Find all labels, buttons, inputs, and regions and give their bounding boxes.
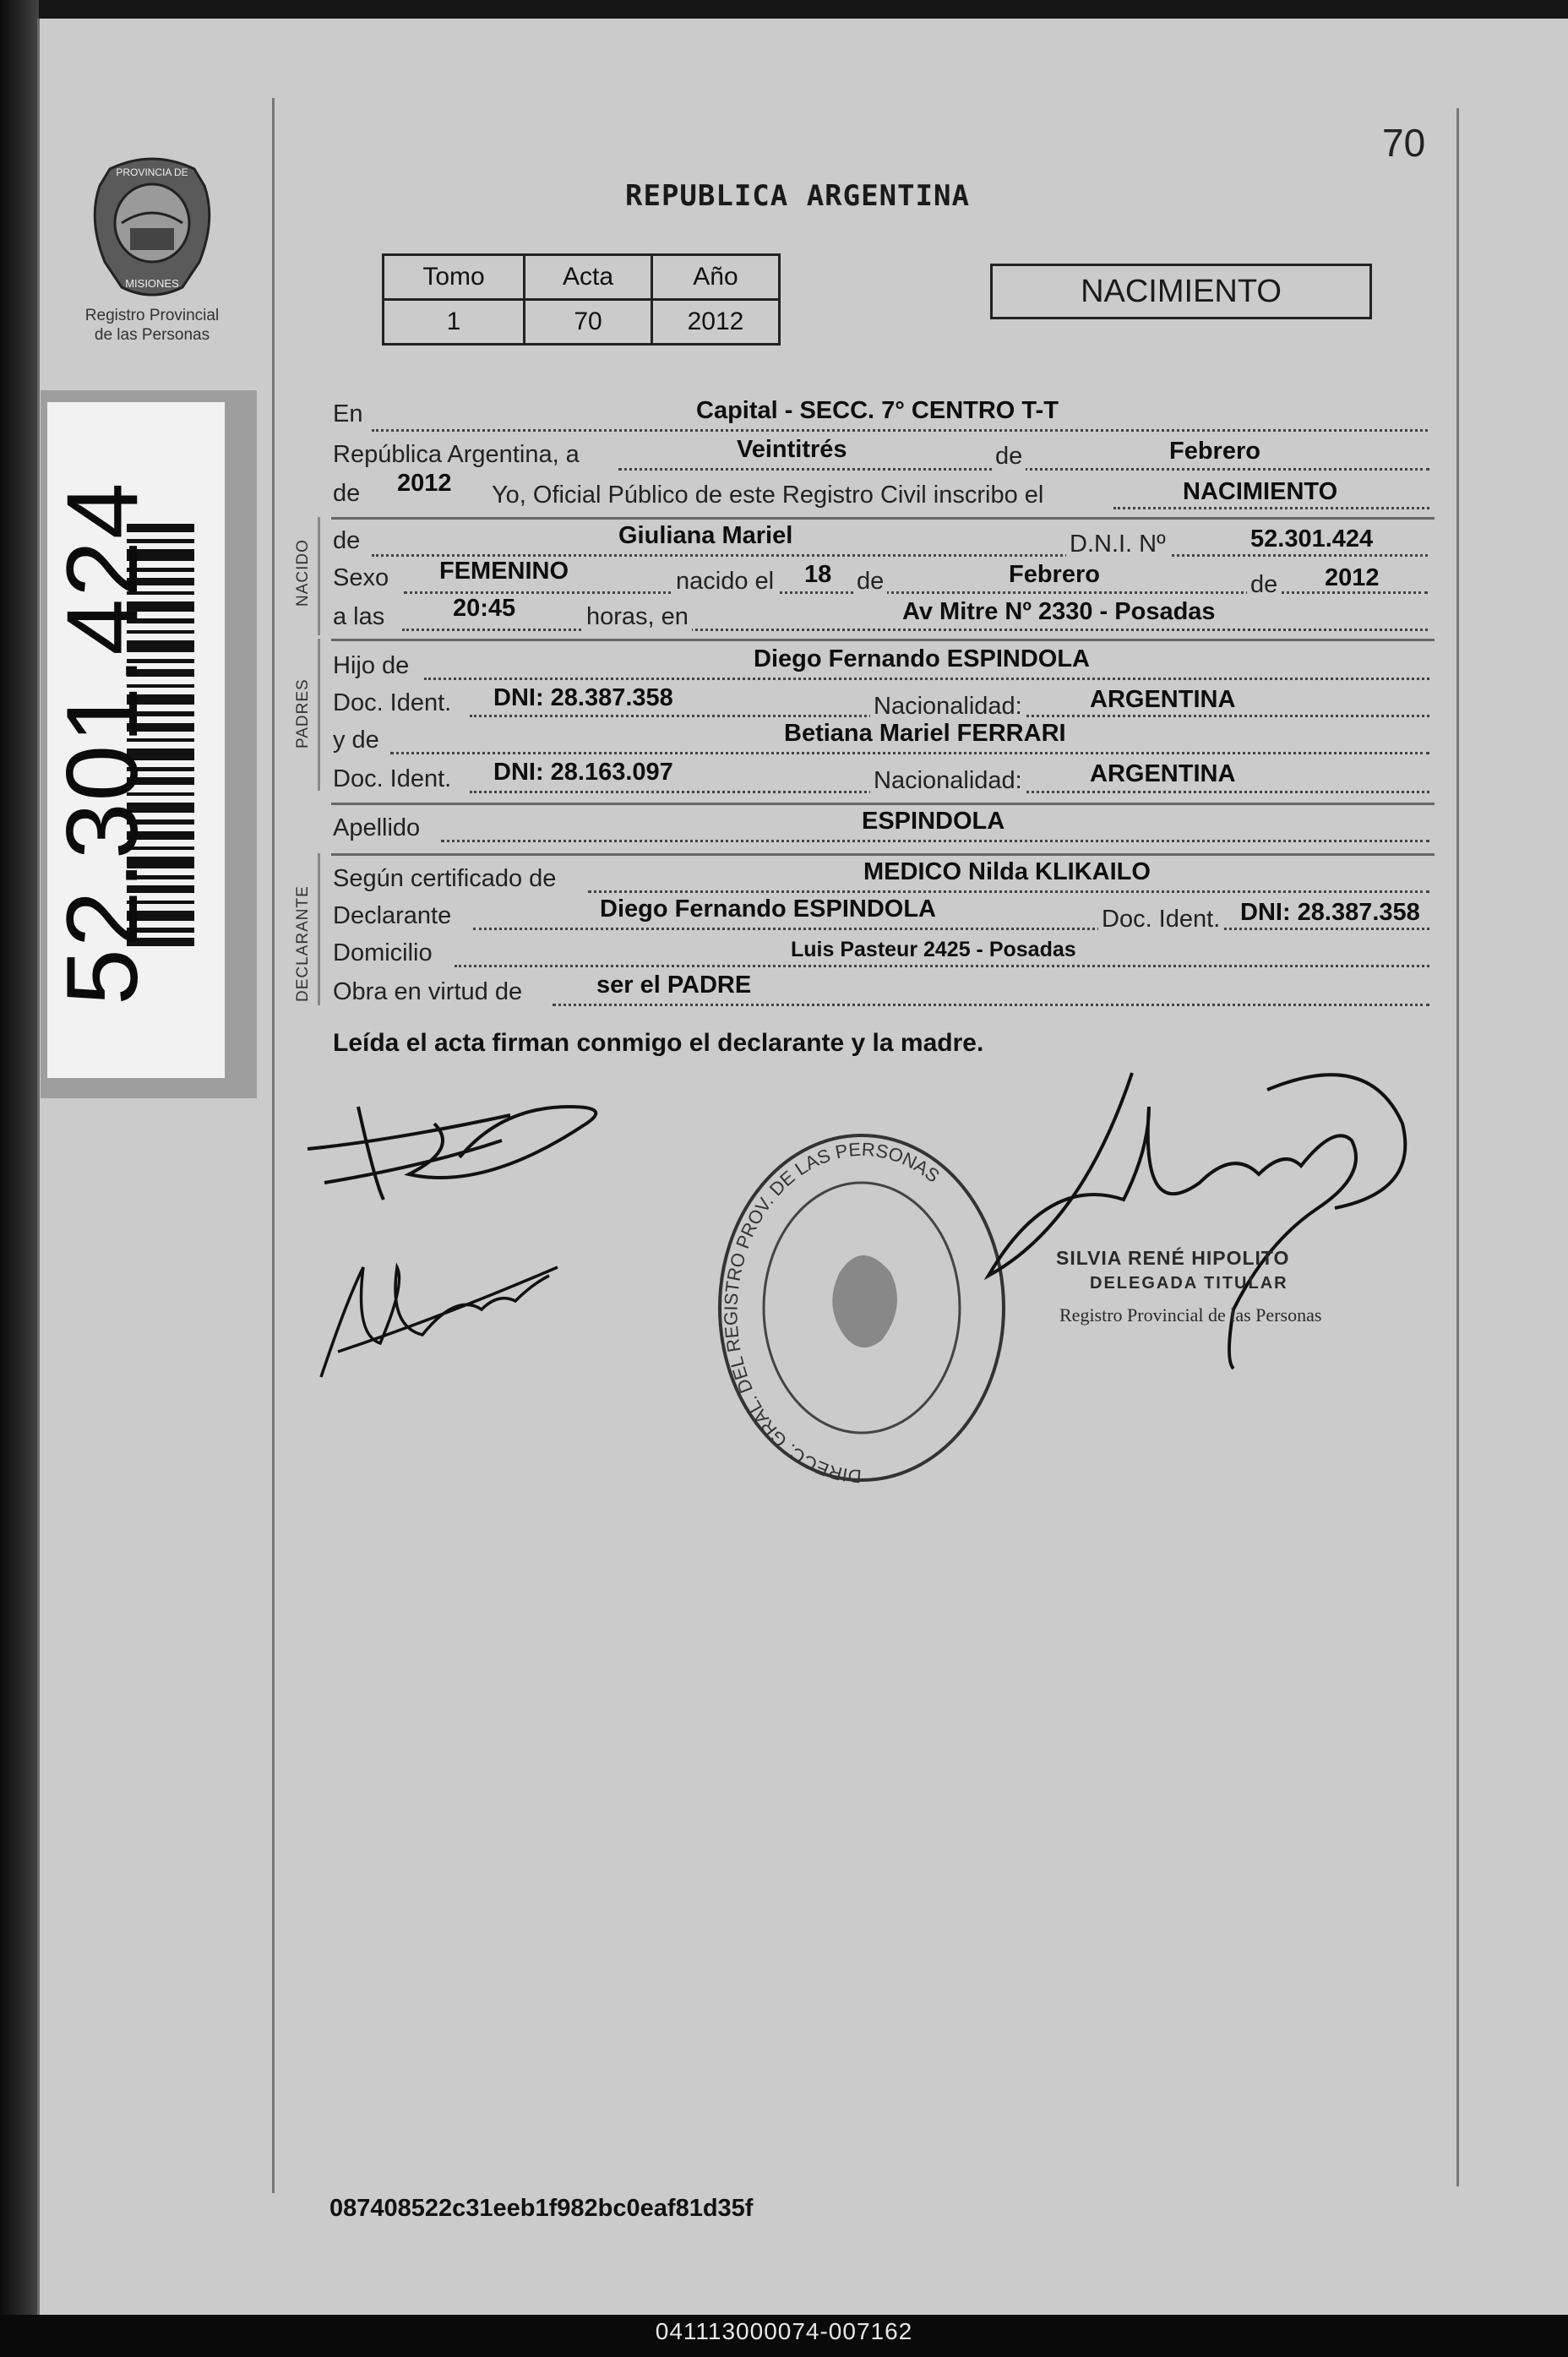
book-binding bbox=[0, 0, 39, 2315]
de2-label: de bbox=[333, 480, 361, 507]
nacido-name-value: Giuliana Mariel bbox=[618, 522, 793, 549]
record-type-box: NACIMIENTO bbox=[990, 264, 1372, 319]
declarante-line bbox=[473, 928, 1429, 930]
doc2-label: Doc. Ident. bbox=[333, 765, 452, 792]
nacido-de-label-3: de bbox=[1247, 571, 1281, 599]
nac1-value: ARGENTINA bbox=[1090, 686, 1236, 713]
closing-statement: Leída el acta firman conmigo el declarante y la madre. bbox=[333, 1029, 984, 1057]
svg-text:DIRECC. GRAL. DEL REGISTRO PRO bbox=[720, 1139, 944, 1487]
registry-header-row bbox=[384, 255, 780, 300]
republica-label: República Argentina, a bbox=[333, 441, 580, 468]
nacido-de-label: de bbox=[333, 527, 361, 554]
official-org: Registro Provincial de las Personas bbox=[1059, 1304, 1322, 1325]
birth-year-value: 2012 bbox=[1325, 564, 1380, 591]
declarante-bracket bbox=[318, 853, 320, 1005]
nac2-value: ARGENTINA bbox=[1090, 760, 1236, 787]
nac2-label: Nacionalidad: bbox=[870, 767, 1026, 795]
doc1-value: DNI: 28.387.358 bbox=[493, 684, 673, 711]
nacido-el-label: nacido el bbox=[672, 568, 777, 596]
section-label-nacido: NACIDO bbox=[294, 539, 312, 607]
a-las-label: a las bbox=[333, 603, 385, 630]
apellido-label: Apellido bbox=[333, 814, 421, 841]
emblem-caption-line2: de las Personas bbox=[94, 326, 210, 344]
registry-value-acta: 70 bbox=[525, 300, 652, 345]
inscribo-value: NACIMIENTO bbox=[1183, 478, 1338, 505]
nacido-de-label-2: de bbox=[853, 568, 887, 596]
emblem-bottom-text: MISIONES bbox=[125, 277, 179, 290]
obra-line bbox=[553, 1004, 1429, 1006]
inscribo-line bbox=[1113, 507, 1429, 509]
hijo-de-label: Hijo de bbox=[333, 652, 410, 679]
divider-3 bbox=[331, 803, 1435, 805]
birth-month-value: Febrero bbox=[1009, 561, 1100, 588]
birth-place-value: Av Mitre Nº 2330 - Posadas bbox=[902, 598, 1216, 625]
left-margin-rule bbox=[272, 98, 275, 2193]
registry-header-tomo: Tomo bbox=[384, 255, 525, 300]
day-value: Veintitrés bbox=[737, 436, 847, 463]
sexo-value: FEMENINO bbox=[439, 558, 569, 585]
seal-text: DIRECC. GRAL. DEL REGISTRO PROV. DE LAS PERSONAS bbox=[720, 1138, 944, 1487]
inscribo-label: Yo, Oficial Público de este Registro Civil inscribo el bbox=[492, 482, 1044, 509]
sexo-label: Sexo bbox=[333, 564, 389, 591]
year-value: 2012 bbox=[397, 470, 452, 497]
cert-label: Según certificado de bbox=[333, 865, 557, 892]
declarante-value: Diego Fernando ESPINDOLA bbox=[600, 895, 936, 923]
official-name: SILVIA RENÉ HIPOLITO bbox=[1056, 1247, 1290, 1269]
mother-signature-icon bbox=[313, 1233, 566, 1385]
right-margin-rule bbox=[1456, 108, 1459, 2186]
doc2-value: DNI: 28.163.097 bbox=[493, 759, 673, 786]
mother-line bbox=[390, 752, 1429, 754]
nacido-bracket bbox=[318, 517, 320, 635]
official-role: DELEGADA TITULAR bbox=[1090, 1274, 1288, 1293]
divider-4 bbox=[331, 853, 1435, 856]
section-label-padres: PADRES bbox=[294, 678, 312, 748]
de-label: de bbox=[992, 443, 1026, 471]
section-label-declarante: DECLARANTE bbox=[294, 885, 312, 1002]
registry-header-acta: Acta bbox=[525, 255, 652, 300]
page-number: 70 bbox=[1382, 121, 1426, 165]
mother-value: Betiana Mariel FERRARI bbox=[784, 720, 1066, 747]
y-de-label: y de bbox=[333, 727, 379, 754]
domicilio-label: Domicilio bbox=[333, 939, 433, 966]
birth-day-value: 18 bbox=[804, 561, 832, 588]
apellido-line bbox=[441, 840, 1429, 842]
doc1-label: Doc. Ident. bbox=[333, 689, 452, 716]
father-value: Diego Fernando ESPINDOLA bbox=[754, 645, 1090, 672]
declarant-signature-icon bbox=[291, 1090, 603, 1208]
nac1-label: Nacionalidad: bbox=[870, 693, 1026, 721]
declarante-label: Declarante bbox=[333, 902, 452, 929]
en-line bbox=[372, 429, 1428, 432]
nacido-name-line bbox=[372, 554, 1428, 557]
dni-label: D.N.I. Nº bbox=[1066, 531, 1169, 558]
provincial-emblem-icon bbox=[81, 152, 223, 302]
registry-value-anio: 2012 bbox=[652, 300, 780, 345]
registry-table bbox=[382, 253, 781, 346]
declarante-doc-value: DNI: 28.387.358 bbox=[1240, 899, 1420, 926]
country-heading: REPUBLICA ARGENTINA bbox=[625, 179, 970, 213]
cert-line bbox=[588, 890, 1429, 893]
emblem-caption bbox=[61, 306, 243, 345]
official-seal-icon bbox=[713, 1129, 1010, 1487]
month-value: Febrero bbox=[1169, 438, 1260, 465]
domicilio-value: Luis Pasteur 2425 - Posadas bbox=[791, 938, 1076, 961]
horas-label: horas, en bbox=[583, 603, 692, 631]
declarante-doc-label: Doc. Ident. bbox=[1098, 906, 1223, 934]
cert-value: MEDICO Nilda KLIKAILO bbox=[863, 858, 1151, 885]
father-line bbox=[424, 678, 1429, 680]
registry-header-anio: Año bbox=[652, 255, 780, 300]
nacido-line-3 bbox=[402, 629, 1428, 631]
obra-label: Obra en virtud de bbox=[333, 978, 523, 1005]
obra-value: ser el PADRE bbox=[596, 972, 752, 999]
official-signature-icon bbox=[980, 1056, 1419, 1377]
padres-bracket bbox=[318, 639, 320, 791]
en-label: En bbox=[333, 400, 363, 427]
domicilio-line bbox=[455, 965, 1429, 967]
apellido-value: ESPINDOLA bbox=[862, 808, 1005, 835]
side-dni-number: 52.301.424 bbox=[46, 481, 159, 1005]
divider-1 bbox=[331, 517, 1435, 520]
en-value: Capital - SECC. 7° CENTRO T-T bbox=[696, 397, 1059, 424]
document-hash: 087408522c31eeb1f982bc0eaf81d35f bbox=[329, 2195, 754, 2222]
dni-value: 52.301.424 bbox=[1250, 525, 1374, 553]
emblem-top-text: PROVINCIA DE bbox=[116, 166, 188, 178]
bottom-code: 041113000074-007162 bbox=[655, 2318, 913, 2344]
registry-value-tomo: 1 bbox=[384, 300, 525, 345]
divider-2 bbox=[331, 639, 1435, 641]
emblem-caption-line1: Registro Provincial bbox=[84, 307, 220, 324]
registry-value-row bbox=[384, 300, 780, 345]
birth-time-value: 20:45 bbox=[453, 595, 516, 622]
